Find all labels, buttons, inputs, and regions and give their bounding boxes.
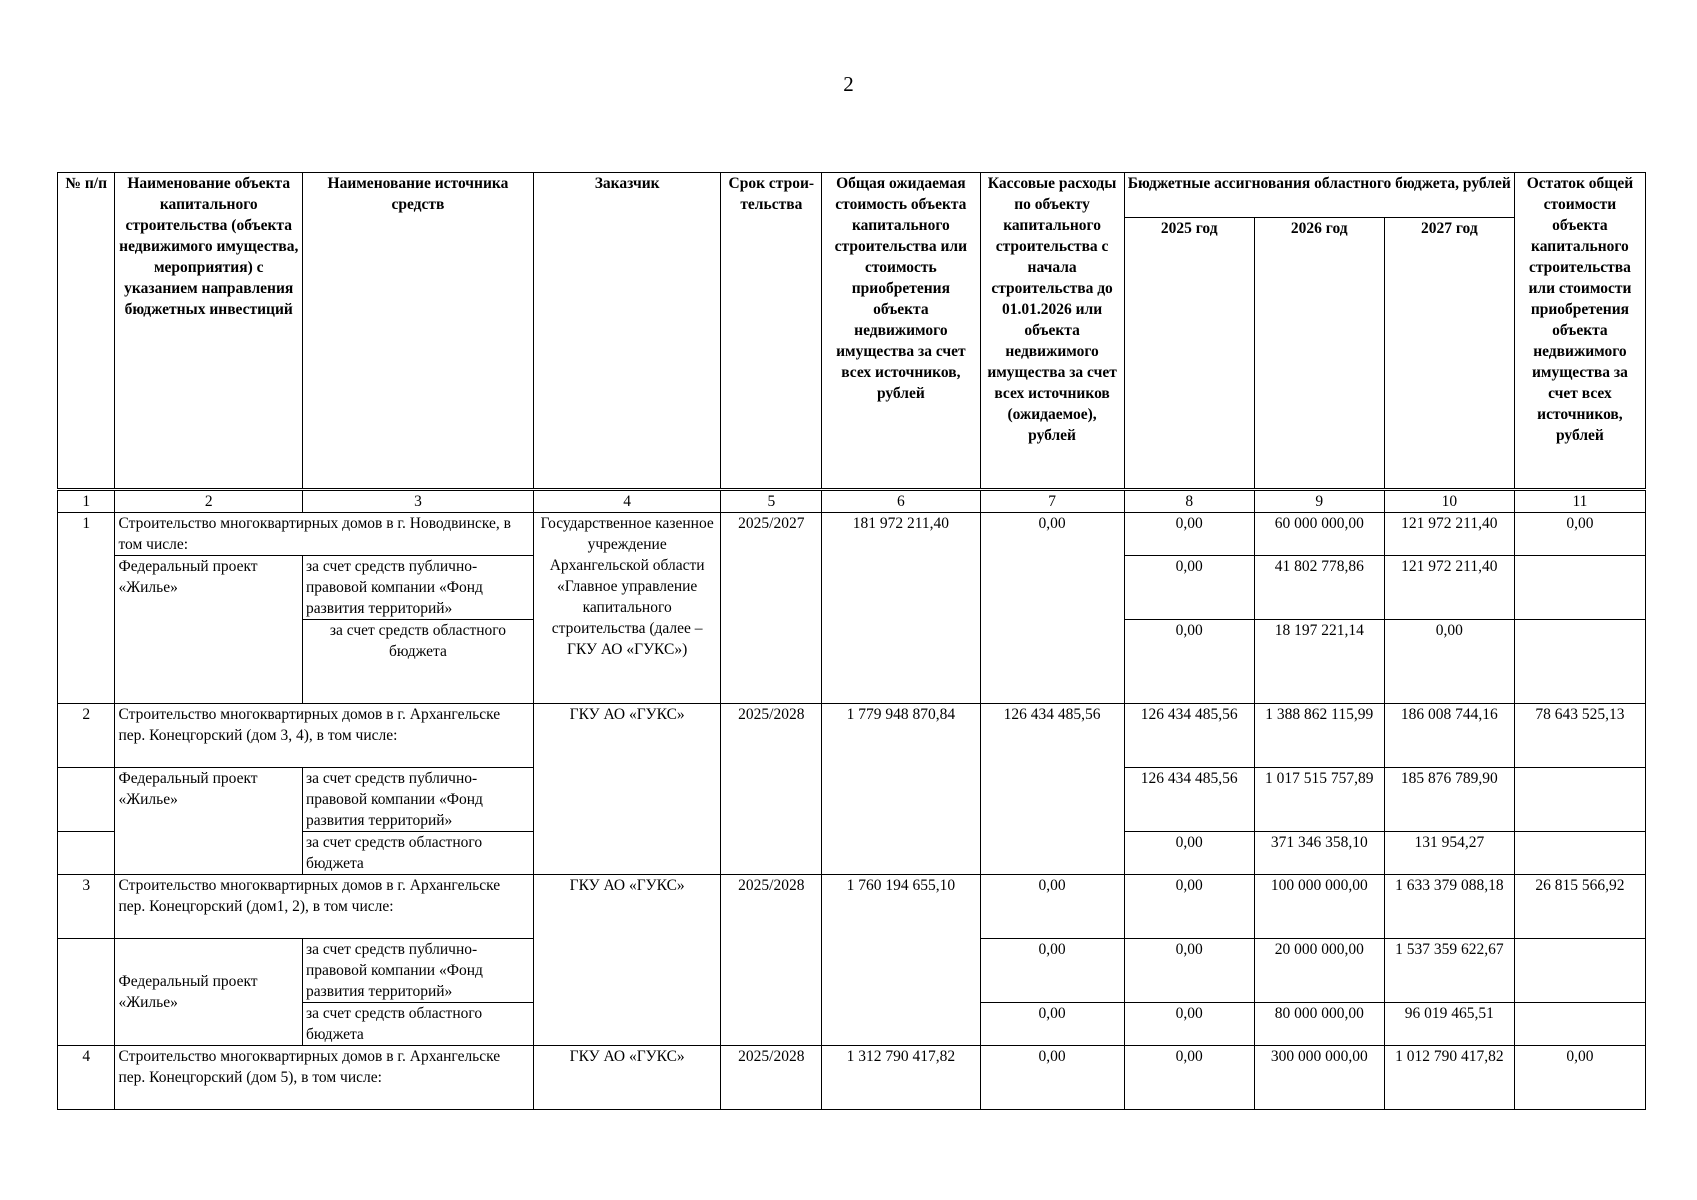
header-cash-expenses: Кассовые расходы по объекту капитального строительства с начала строительства до 01.01.2026 или объекта недвижимого имущества за счет всех источников (ожидаемое), рублей <box>980 173 1124 490</box>
budget-2026: 1 017 515 757,89 <box>1254 768 1384 832</box>
header-year-2026: 2026 год <box>1254 218 1384 490</box>
budget-2026: 300 000 000,00 <box>1254 1046 1384 1110</box>
header-budget-group: Бюджетные ассигнования областного бюджета, рублей <box>1124 173 1514 218</box>
budget-2027: 1 537 359 622,67 <box>1384 939 1514 1003</box>
funding-source: за счет средств областного бюджета <box>303 832 534 875</box>
row-number-empty <box>58 832 115 875</box>
table-row <box>58 875 1646 939</box>
remaining-cost-empty <box>1514 768 1645 832</box>
customer: ГКУ АО «ГУКС» <box>533 875 721 1046</box>
header-remaining-cost: Остаток общей стоимости объекта капитального строительства или стоимости приобретения объекта недвижимого имущества за счет всех источников, рублей <box>1514 173 1645 490</box>
budget-2027: 185 876 789,90 <box>1384 768 1514 832</box>
column-number: 9 <box>1254 490 1384 513</box>
budget-2025: 0,00 <box>1124 556 1254 620</box>
header-period: Срок строи-тельства <box>721 173 822 490</box>
budget-2026: 18 197 221,14 <box>1254 620 1384 704</box>
budget-2025: 126 434 485,56 <box>1124 704 1254 768</box>
cash-expenses: 0,00 <box>980 875 1124 939</box>
budget-2027: 186 008 744,16 <box>1384 704 1514 768</box>
budget-2025: 0,00 <box>1124 875 1254 939</box>
remaining-cost-empty <box>1514 556 1645 620</box>
customer: Государственное казенное учреждение Архангельской области «Главное управление капитального строительства (далее – ГКУ АО «ГУКС») <box>533 513 721 704</box>
remaining-cost: 26 815 566,92 <box>1514 875 1645 939</box>
row-number: 3 <box>58 875 115 939</box>
cash-expenses: 0,00 <box>980 513 1124 704</box>
table-row <box>58 704 1646 768</box>
budget-2027: 0,00 <box>1384 620 1514 704</box>
column-numbers-row <box>58 490 1646 513</box>
customer: ГКУ АО «ГУКС» <box>533 704 721 875</box>
funding-source: за счет средств публично-правовой компании «Фонд развития территорий» <box>303 768 534 832</box>
column-number: 6 <box>822 490 980 513</box>
budget-2027: 1 012 790 417,82 <box>1384 1046 1514 1110</box>
header-source-name: Наименование источника средств <box>303 173 534 490</box>
budget-2027: 96 019 465,51 <box>1384 1003 1514 1046</box>
funding-source: за счет средств областного бюджета <box>303 1003 534 1046</box>
cash-expenses: 0,00 <box>980 1003 1124 1046</box>
budget-2025: 0,00 <box>1124 1003 1254 1046</box>
budget-2025: 0,00 <box>1124 513 1254 556</box>
header-year-2027: 2027 год <box>1384 218 1514 490</box>
budget-2025: 0,00 <box>1124 620 1254 704</box>
budget-2026: 80 000 000,00 <box>1254 1003 1384 1046</box>
object-name: Строительство многоквартирных домов в г. Архангельске пер. Конецгорский (дом1, 2), в том числе: <box>115 875 533 939</box>
total-cost: 181 972 211,40 <box>822 513 980 704</box>
object-name: Строительство многоквартирных домов в г. Архангельске пер. Конецгорский (дом 3, 4), в том числе: <box>115 704 533 768</box>
budget-2027: 121 972 211,40 <box>1384 556 1514 620</box>
construction-period: 2025/2028 <box>721 875 822 1046</box>
column-number: 7 <box>980 490 1124 513</box>
remaining-cost-empty <box>1514 832 1645 875</box>
budget-2027: 131 954,27 <box>1384 832 1514 875</box>
remaining-cost-empty <box>1514 1003 1645 1046</box>
budget-2027: 1 633 379 088,18 <box>1384 875 1514 939</box>
construction-period: 2025/2028 <box>721 1046 822 1110</box>
column-number: 3 <box>303 490 534 513</box>
row-number: 1 <box>58 513 115 704</box>
row-number: 2 <box>58 704 115 768</box>
page-number: 2 <box>843 72 854 96</box>
cash-expenses: 0,00 <box>980 1046 1124 1110</box>
budget-2025: 0,00 <box>1124 1046 1254 1110</box>
row-number: 4 <box>58 1046 115 1110</box>
header-year-2025: 2025 год <box>1124 218 1254 490</box>
total-cost: 1 312 790 417,82 <box>822 1046 980 1110</box>
funding-source: за счет средств областного бюджета <box>303 620 534 704</box>
federal-project: Федеральный проект «Жилье» <box>115 556 303 704</box>
federal-project: Федеральный проект «Жилье» <box>115 939 303 1046</box>
header-object-name: Наименование объекта капитального строительства (объекта недвижимого имущества, мероприятия) с указанием направления бюджетных инвестиций <box>115 173 303 490</box>
budget-table <box>57 172 1646 1110</box>
total-cost: 1 779 948 870,84 <box>822 704 980 875</box>
column-number: 5 <box>721 490 822 513</box>
construction-period: 2025/2027 <box>721 513 822 704</box>
column-number: 4 <box>533 490 721 513</box>
federal-project: Федеральный проект «Жилье» <box>115 768 303 875</box>
header-row <box>58 173 1646 218</box>
budget-2026: 100 000 000,00 <box>1254 875 1384 939</box>
object-name: Строительство многоквартирных домов в г. Новодвинске, в том числе: <box>115 513 533 556</box>
cash-expenses: 126 434 485,56 <box>980 704 1124 875</box>
object-name: Строительство многоквартирных домов в г. Архангельске пер. Конецгорский (дом 5), в том числе: <box>115 1046 533 1110</box>
construction-period: 2025/2028 <box>721 704 822 875</box>
remaining-cost: 78 643 525,13 <box>1514 704 1645 768</box>
remaining-cost: 0,00 <box>1514 513 1645 556</box>
budget-2027: 121 972 211,40 <box>1384 513 1514 556</box>
budget-2025: 0,00 <box>1124 939 1254 1003</box>
column-number: 8 <box>1124 490 1254 513</box>
remaining-cost: 0,00 <box>1514 1046 1645 1110</box>
header-customer: Заказчик <box>533 173 721 490</box>
customer: ГКУ АО «ГУКС» <box>533 1046 721 1110</box>
column-number: 2 <box>115 490 303 513</box>
row-number-empty <box>58 939 115 1046</box>
table-row <box>58 513 1646 556</box>
budget-2026: 41 802 778,86 <box>1254 556 1384 620</box>
budget-2026: 1 388 862 115,99 <box>1254 704 1384 768</box>
cash-expenses: 0,00 <box>980 939 1124 1003</box>
header-total-cost: Общая ожидаемая стоимость объекта капитального строительства или стоимость приобретения объекта недвижимого имущества за счет всех источников, рублей <box>822 173 980 490</box>
header-number: № п/п <box>58 173 115 490</box>
remaining-cost-empty <box>1514 939 1645 1003</box>
column-number: 10 <box>1384 490 1514 513</box>
column-number: 1 <box>58 490 115 513</box>
row-number-empty <box>58 768 115 832</box>
remaining-cost-empty <box>1514 620 1645 704</box>
budget-2026: 371 346 358,10 <box>1254 832 1384 875</box>
budget-2026: 20 000 000,00 <box>1254 939 1384 1003</box>
budget-2025: 0,00 <box>1124 832 1254 875</box>
table-row <box>58 1046 1646 1110</box>
funding-source: за счет средств публично-правовой компании «Фонд развития территорий» <box>303 556 534 620</box>
funding-source: за счет средств публично-правовой компании «Фонд развития территорий» <box>303 939 534 1003</box>
column-number: 11 <box>1514 490 1645 513</box>
total-cost: 1 760 194 655,10 <box>822 875 980 1046</box>
budget-2025: 126 434 485,56 <box>1124 768 1254 832</box>
budget-2026: 60 000 000,00 <box>1254 513 1384 556</box>
